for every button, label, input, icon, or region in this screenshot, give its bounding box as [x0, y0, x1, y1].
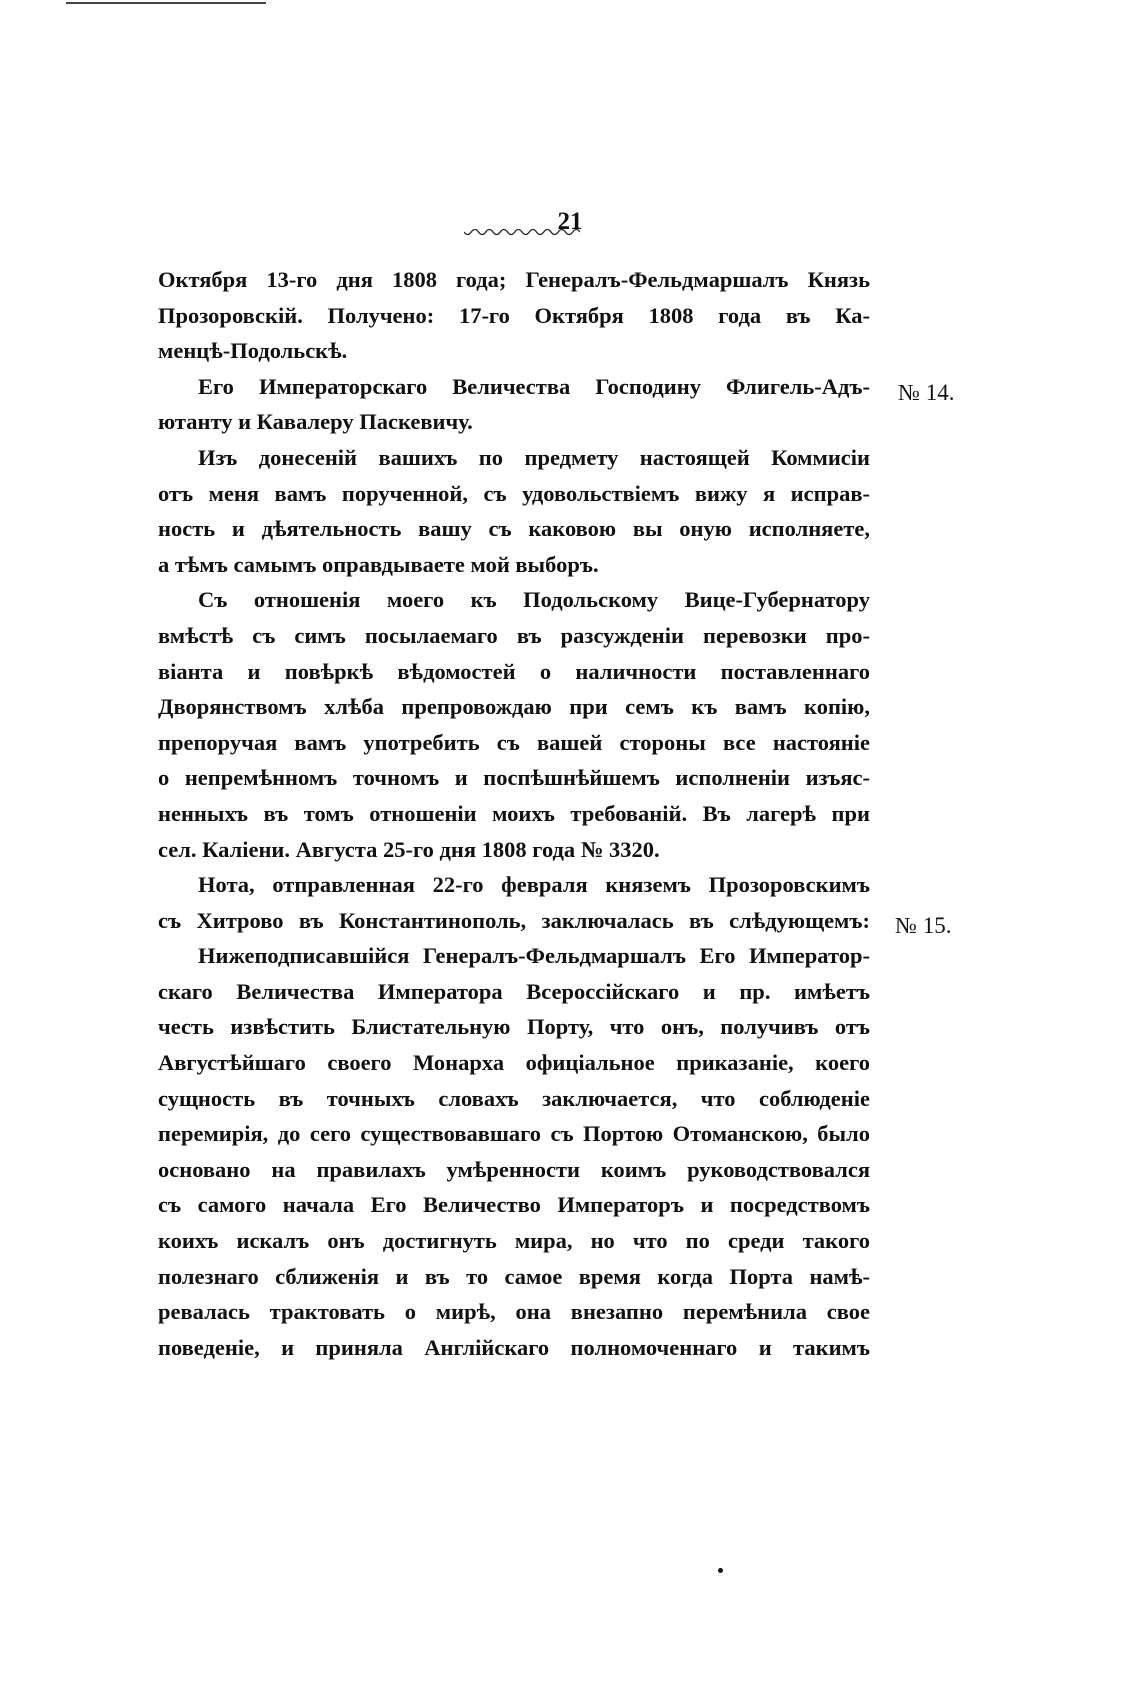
text-line: Изъ донесеній вашихъ по предмету настоящей Коммисіи	[198, 444, 870, 470]
text-line: менцѣ-Подольскѣ.	[158, 338, 348, 364]
text-line: Его Императорскаго Величества Господину Флигель-Адъ-	[198, 373, 870, 399]
text-line: Съ отношенія моего къ Подольскому Вице-Губернатору	[198, 587, 870, 613]
margin-ref-14: № 14.	[898, 380, 955, 405]
text-line: Дворянствомъ хлѣба препровождаю при семъ къ вамъ копію,	[158, 694, 870, 720]
text-line: віанта и повѣркѣ вѣдомостей о наличности поставленнаго	[158, 658, 870, 684]
text-line: сущность въ точныхъ словахъ заключается, что соблюденіе	[158, 1085, 870, 1111]
text-line: сел. Каліени. Августа 25-го дня 1808 года № 3320.	[158, 836, 660, 862]
text-line: Нота, отправленная 22-го февраля княземъ Прозоровскимъ	[198, 872, 870, 898]
text-line: отъ меня вамъ порученной, съ удовольствіемъ вижу я исправ-	[158, 480, 870, 506]
text-line: Октября 13-го дня 1808 года; Генералъ-Фельдмаршалъ Князь	[158, 267, 870, 292]
text-line: честь извѣстить Блистательную Порту, что онъ, получивъ отъ	[158, 1014, 870, 1040]
text-line: основано на правилахъ умѣренности коимъ руководствовался	[158, 1156, 870, 1182]
text-line: съ самого начала Его Величество Императоръ и посредствомъ	[158, 1192, 870, 1218]
ink-spot	[718, 1568, 723, 1573]
text-line: перемирія, до сего существовавшаго съ Портою Отоманскою, было	[158, 1121, 870, 1147]
margin-ref-15: № 15.	[895, 913, 952, 938]
text-line: коихъ искалъ онъ достигнуть мира, но что по среди такого	[158, 1228, 870, 1254]
text-line: а тѣмъ самымъ оправдываете мой выборъ.	[158, 551, 599, 577]
top-rule	[66, 2, 266, 4]
page-number: 21	[557, 208, 583, 235]
body-text	[158, 262, 870, 1365]
text-line: Августѣйшаго своего Монарха офиціальное приказаніе, коего	[158, 1050, 870, 1076]
text-line: полезнаго сближенія и въ то самое время когда Порта намѣ-	[158, 1263, 870, 1289]
text-line: вмѣстѣ съ симъ посылаемаго въ разсужденіи перевозки про-	[158, 622, 870, 648]
text-line: съ Хитрово въ Константинополь, заключалась въ слѣдующемъ:	[158, 907, 870, 933]
text-line: ревалась трактовать о мирѣ, она внезапно перемѣнила свое	[158, 1299, 870, 1325]
text-line: о непремѣнномъ точномъ и поспѣшнѣйшемъ исполненіи изъяс-	[158, 765, 870, 791]
text-line: ютанту и Кавалеру Паскевичу.	[158, 409, 473, 435]
text-line: ность и дѣятельность вашу съ каковою вы оную исполняете,	[158, 516, 870, 542]
text-line: скаго Величества Императора Всероссійскаго и пр. имѣетъ	[158, 978, 870, 1004]
text-line: Нижеподписавшійся Генералъ-Фельдмаршалъ Его Император-	[198, 943, 870, 969]
text-line: препоручая вамъ употребить съ вашей стороны все настояніе	[158, 729, 870, 755]
text-line: ненныхъ въ томъ отношеніи моихъ требованій. Въ лагерѣ при	[158, 800, 870, 826]
wavy-rule	[464, 229, 580, 239]
text-line: поведеніе, и приняла Англійскаго полномоченнаго и такимъ	[158, 1334, 870, 1360]
text-line: Прозоровскій. Получено: 17-го Октября 1808 года въ Ка-	[158, 302, 870, 328]
